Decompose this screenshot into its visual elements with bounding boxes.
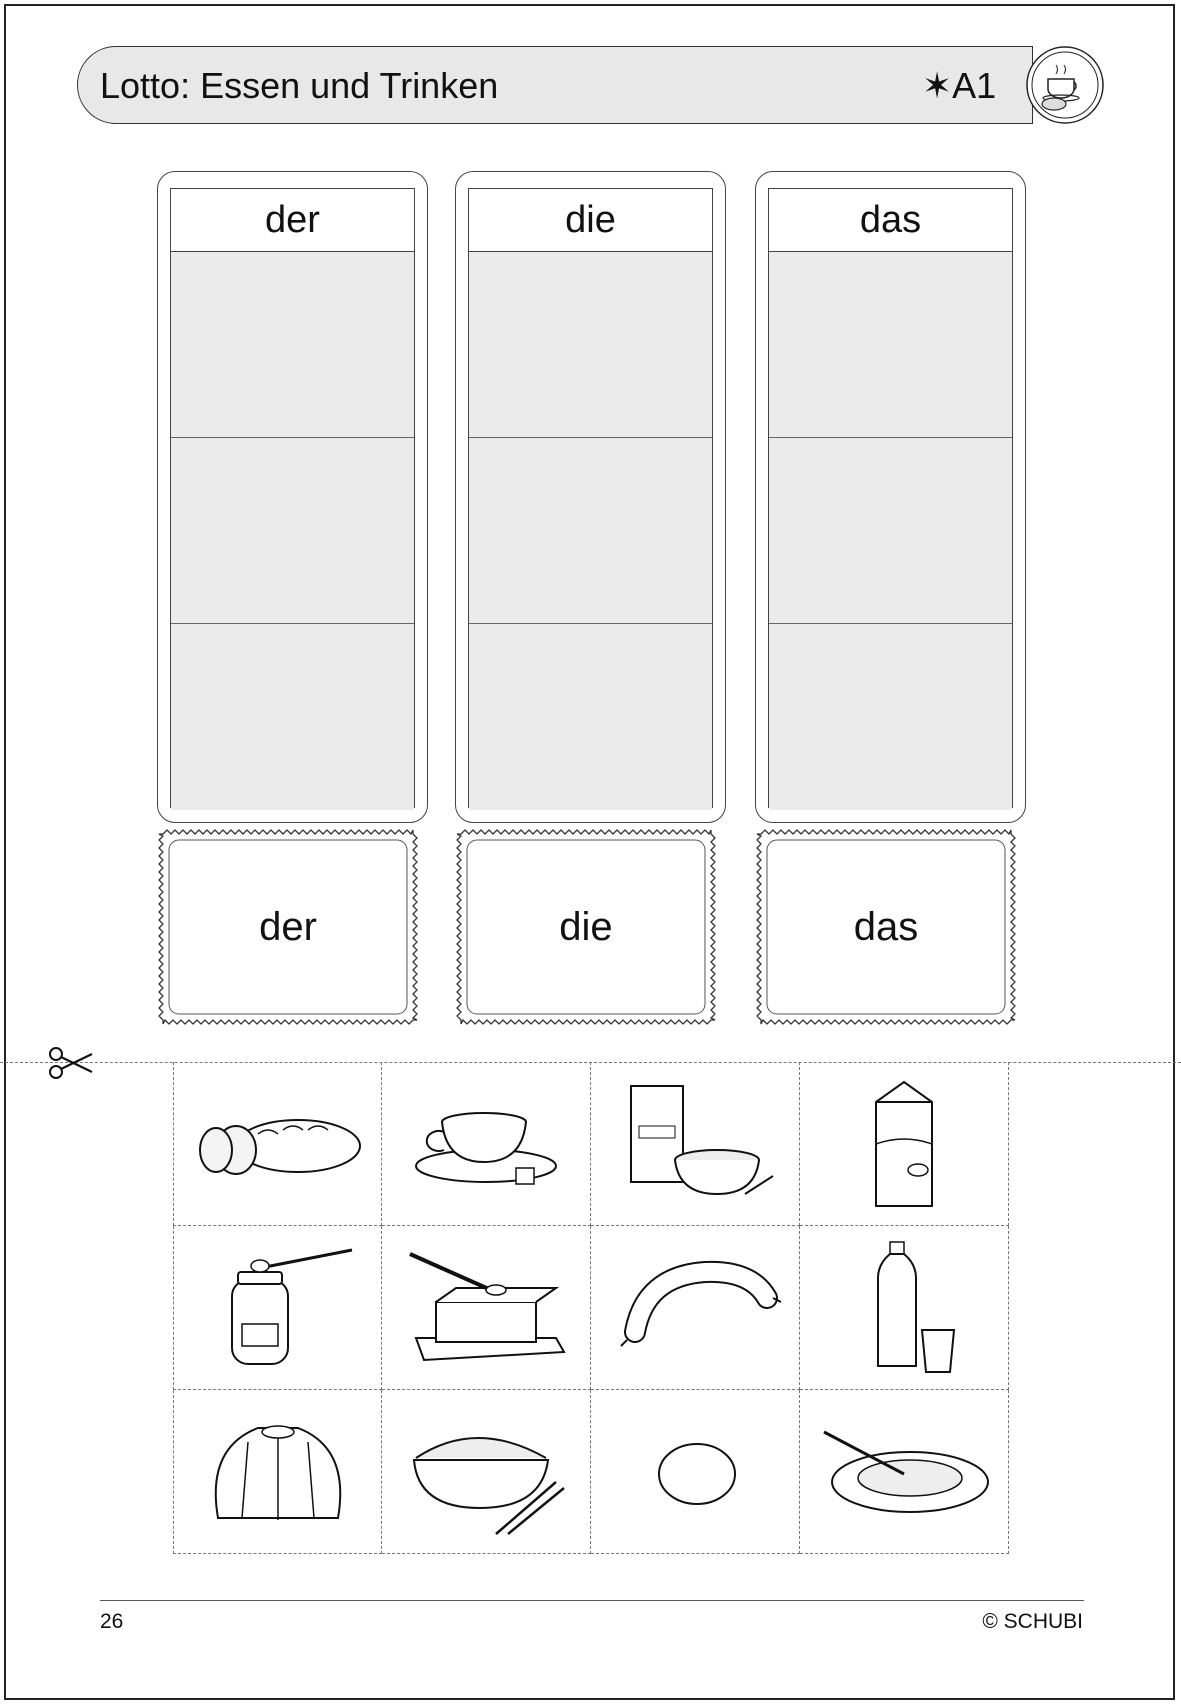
column-die: [455, 171, 726, 823]
egg-icon: [605, 1402, 785, 1542]
drop-slot[interactable]: [469, 438, 712, 624]
label-text: das: [853, 904, 919, 949]
picture-card[interactable]: [591, 1226, 800, 1390]
column-heading: das: [769, 189, 1012, 252]
bundt-cake-icon: [188, 1402, 368, 1542]
picture-grid: [173, 1062, 1009, 1554]
column-heading: der: [171, 189, 414, 252]
honey-jar-icon: [188, 1238, 368, 1378]
label-card-die[interactable]: [455, 828, 717, 1026]
scissors-icon: [48, 1046, 94, 1080]
cereal-box-bowl-icon: [605, 1074, 785, 1214]
picture-card[interactable]: [800, 1390, 1009, 1554]
salad-bowl-icon: [396, 1402, 576, 1542]
drop-slot[interactable]: [469, 252, 712, 438]
drop-slot[interactable]: [171, 252, 414, 438]
drop-slot[interactable]: [769, 438, 1012, 624]
picture-card[interactable]: [173, 1226, 382, 1390]
picture-card[interactable]: [382, 1390, 591, 1554]
soup-plate-icon: [814, 1402, 994, 1542]
column-das: [755, 171, 1026, 823]
page-number: 26: [100, 1610, 124, 1633]
coffee-bread-icon: [1020, 44, 1110, 126]
picture-card[interactable]: [382, 1226, 591, 1390]
label-card-das[interactable]: [755, 828, 1017, 1026]
sausage-icon: [605, 1238, 785, 1378]
level-badge: ✶A1: [922, 65, 997, 106]
drop-slot[interactable]: [171, 438, 414, 624]
picture-card[interactable]: [800, 1226, 1009, 1390]
copyright: © SCHUBI: [982, 1610, 1083, 1633]
water-bottle-glass-icon: [814, 1238, 994, 1378]
column-der: [157, 171, 428, 823]
bread-icon: [188, 1074, 368, 1214]
picture-card[interactable]: [591, 1062, 800, 1226]
page-title: Lotto: Essen und Trinken: [100, 65, 499, 106]
butter-dish-icon: [396, 1238, 576, 1378]
picture-card[interactable]: [591, 1390, 800, 1554]
drop-slot[interactable]: [171, 624, 414, 810]
footer-rule: [100, 1600, 1084, 1601]
picture-card[interactable]: [173, 1390, 382, 1554]
milk-carton-icon: [814, 1074, 994, 1214]
label-text: der: [259, 904, 317, 949]
drop-slot[interactable]: [769, 252, 1012, 438]
tea-cup-icon: [396, 1074, 576, 1214]
drop-slot[interactable]: [469, 624, 712, 810]
column-heading: die: [469, 189, 712, 252]
picture-card[interactable]: [173, 1062, 382, 1226]
label-text: die: [559, 904, 613, 949]
drop-slot[interactable]: [769, 624, 1012, 810]
label-card-der[interactable]: [157, 828, 419, 1026]
picture-card[interactable]: [800, 1062, 1009, 1226]
picture-card[interactable]: [382, 1062, 591, 1226]
